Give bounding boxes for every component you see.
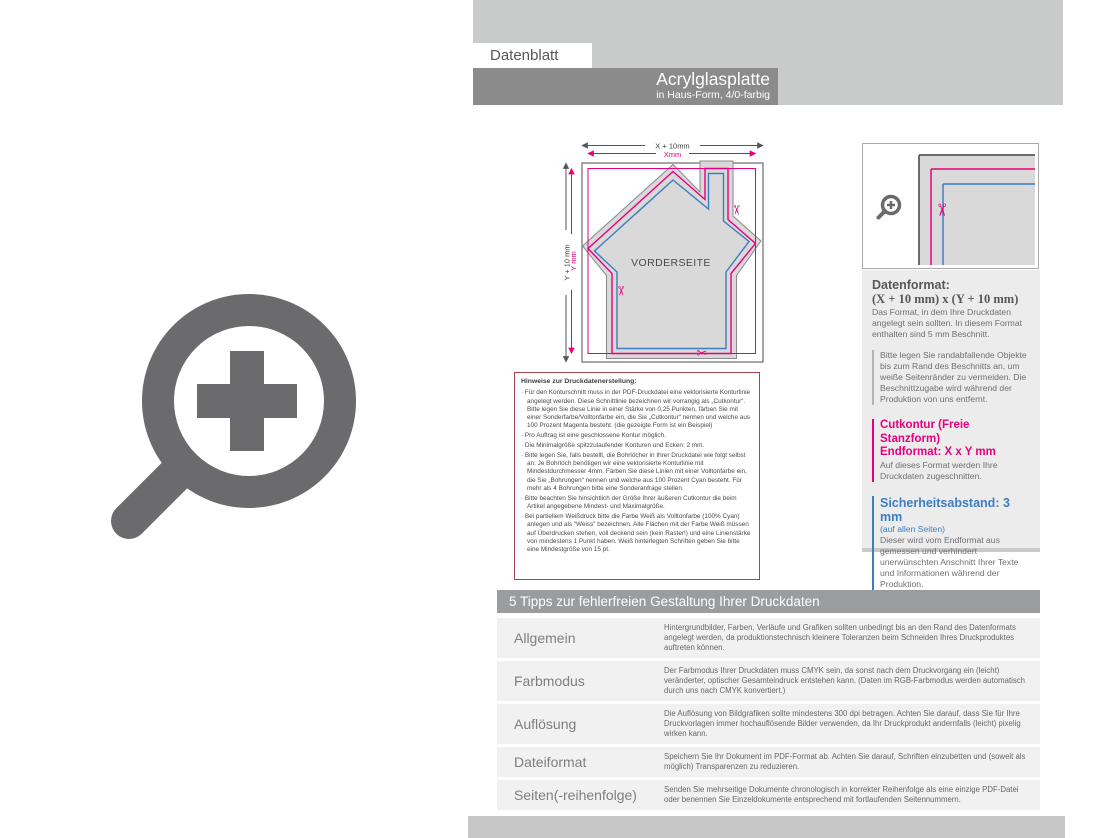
page-edge-shadow (1065, 0, 1089, 838)
cutkontur-subtitle: Endformat: X x Y mm (880, 446, 996, 458)
sicherheitsabstand-subtitle: (auf allen Seiten) (880, 523, 945, 534)
hinweise-item: · Pro Auftrag ist eine geschlossene Kontur möglich. (521, 432, 753, 440)
datasheet-page (468, 0, 1065, 838)
house-diagram (550, 135, 785, 381)
table-row (497, 780, 1040, 810)
tip-text: Hintergrundbilder, Farben, Verläufe und Grafiken sollten unbedingt bis an den Rand des Datenformats angelegt werden, da produktionstechnisch kleinere Toleranzen beim Schneiden Ihres Druckproduktes auftreten können. (664, 623, 1016, 652)
tip-label: Seiten(-reihenfolge) (514, 787, 637, 803)
datenformat-title: Datenformat: (872, 278, 950, 292)
hinweise-title: Hinweise zur Druckdatenerstellung: (521, 378, 637, 385)
cutkontur-body: Auf dieses Format werden Ihre Druckdaten zugeschnitten. (880, 459, 998, 481)
hinweise-item: · Bitte legen Sie, falls bestellt, die Bohrlöcher in Ihrer Druckdatei wie folgt selbst an: Je Bohrloch benötigen wir eine vektorisierte Konturlinie mit Mindestdurchmesser 4mm. Färben Sie diese Linien mit einer Volltonfarbe ein, die Sie „Bohrungen“ nennen und welche aus 100 Prozent Cyan besteht. Für mehr als 4 Bohrungen bitte eine Sonderanfrage stellen. (521, 452, 753, 493)
magnifier-handle (129, 470, 180, 521)
scissors-icon: ✂ (696, 346, 708, 362)
cutkontur-section (872, 419, 1032, 482)
front-side-label: VORDERSEITE (631, 257, 711, 269)
table-row (497, 704, 1040, 744)
dim-label-inner-width: Xmm (663, 149, 682, 159)
tip-text: Die Auflösung von Bildgrafiken sollte mindestens 300 dpi betragen. Achten Sie darauf, dass Sie für Ihre Druckvorlagen immer hochauflösende Bilder verwenden, da Ihr Druckprodukt andernfalls (leicht) pixelig wirken kann. (664, 709, 1021, 738)
dim-label-outer-height: Y + 10 mm (562, 244, 572, 281)
table-row (497, 618, 1040, 658)
hinweise-item: · Bitte beachten Sie hinsichtlich der Größe Ihrer äußeren Cutkontur die beim Artikel angegebene Mindest- und Maximalgröße. (521, 495, 753, 512)
bleed-note: Bitte legen Sie randabfallende Objekte bis zum Rand des Beschnitts an, um weiße Seitenränder zu vermeiden. Die Beschnittzugabe wird während der Produktion von uns entfernt. (872, 350, 1032, 405)
page-title: Acrylglasplatte (656, 69, 770, 89)
scissors-icon: ✂ (931, 202, 951, 218)
tip-label: Allgemein (514, 630, 576, 646)
dim-label-inner-height: Y mm (569, 251, 578, 271)
sicherheitsabstand-body: Dieser wird vom Endformat aus gemessen und verhindert unerwünschten Anschnitt Ihrer Texte und Informationen während der Produktion. (880, 534, 1019, 589)
hinweise-item: · Für den Konturschnitt muss in der PDF-Druckdatei eine vektorisierte Konturlinie angelegt werden. Diese Schnittlinie bezeichnen wir vorrangig als „Cutkontur“. Bitte legen Sie diese Linie in einer Stärke von 0,25 Punkten, färben Sie mit einer Sonderfarbe/Volltonfarbe ein, die Sie „Cutkontur“ nennen und welche aus 100 Prozent Magenta besteht. (die gezeigte Form ist ein Beispiel) (521, 389, 753, 430)
format-info-panel (862, 270, 1040, 589)
footer-band (468, 816, 1065, 838)
title-bar (473, 68, 778, 105)
tips-table (497, 590, 1040, 813)
dim-label-outer-width: X + 10mm (655, 141, 690, 151)
tips-header: 5 Tipps zur fehlerfreien Gestaltung Ihrer Druckdaten (497, 590, 1040, 613)
page-subtitle: in Haus-Form, 4/0-farbig (656, 89, 770, 101)
corner-detail-drawing (863, 144, 1036, 266)
tip-label: Dateiformat (514, 754, 587, 770)
hinweise-item: · Bei partiellem Weißdruck bitte die Farbe Weiß als Volltonfarbe (100% Cyan) anlegen und als “Weiss” bezeichnen. Alle Flächen mit der Farbe Weiß müssen auf Überdrucken stehen, voll deckend sein (kein Raster!) und eine Linienstärke von mindestens 1 Punkt haben. Weiß hinterlegten Schriften geben Sie bitte eine Mindestgröße von 15 pt. (521, 513, 753, 554)
cutkontur-title: Cutkontur (Freie Stanzform) (880, 419, 970, 445)
table-row (497, 747, 1040, 777)
scissors-icon: ✂ (728, 204, 743, 216)
corner-detail-box (862, 143, 1039, 269)
tip-text: Speichern Sie Ihr Dokument im PDF-Format ab. Achten Sie darauf, Schriften einzubetten und (soweit als möglich) Transparenzen zu reduzieren. (664, 752, 1026, 771)
tip-text: Der Farbmodus Ihrer Druckdaten muss CMYK sein, da sonst nach dem Druckvorgang ein (leicht) veränderter, optischer Gesamteindruck entstehen kann. (Daten im RGB-Farbmodus werden automatisch durch uns nach CMYK konvertiert.) (664, 666, 1025, 695)
zoom-in-icon-small (879, 197, 900, 218)
hinweise-box (514, 372, 760, 580)
tip-label: Auflösung (514, 716, 577, 732)
tip-label: Farbmodus (514, 673, 585, 689)
tab-label: Datenblatt (490, 47, 559, 64)
tip-text: Senden Sie mehrseitige Dokumente chronologisch in korrekter Reihenfolge als eine einzige PDF-Datei oder benennen Sie Einzeldokumente entsprechend mit fortlaufenden Seitennummern. (664, 785, 1019, 804)
sicherheitsabstand-section (872, 496, 1032, 590)
scissors-icon: ✂ (612, 285, 628, 297)
datenblatt-tab (468, 43, 592, 68)
table-row (497, 661, 1040, 701)
zoom-in-icon[interactable] (105, 280, 400, 575)
datenformat-body: Das Format, in dem Ihre Druckdaten angelegt sein sollten. In diesem Format enthalten sind 5 mm Beschnitt. (872, 307, 1022, 339)
sicherheitsabstand-title: Sicherheitsabstand: 3 mm (880, 495, 1010, 524)
hinweise-item: · Die Minimalgröße spitzzulaufender Konturen und Ecken: 2 mm. (521, 442, 753, 450)
datenformat-formula: (X + 10 mm) x (Y + 10 mm) (872, 292, 1019, 306)
